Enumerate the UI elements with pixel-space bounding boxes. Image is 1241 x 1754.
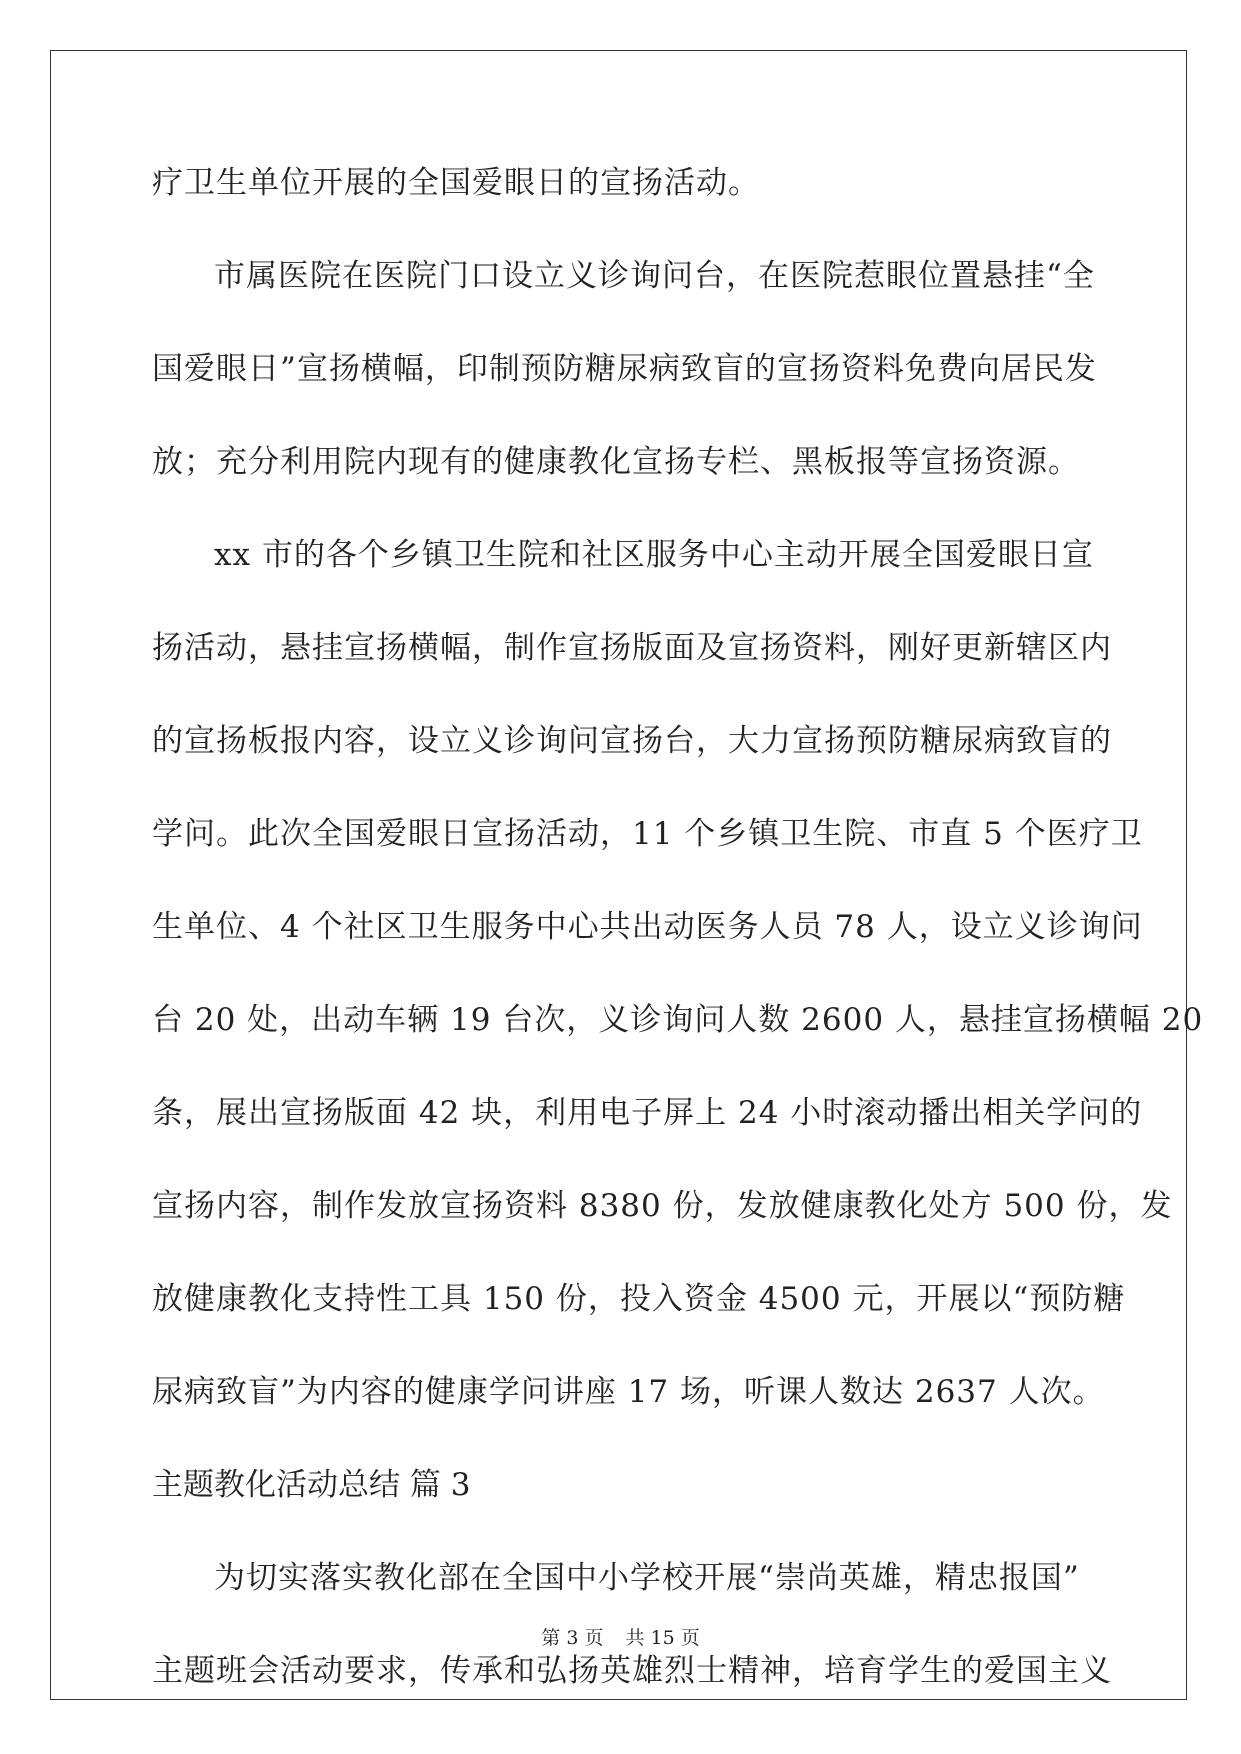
text-line: 条，展出宣扬版面 42 块，利用电子屏上 24 小时滚动播出相关学问的 xyxy=(152,1095,1143,1131)
text-line: 扬活动，悬挂宣扬横幅，制作宣扬版面及宣扬资料，刚好更新辖区内 xyxy=(152,630,1112,666)
text-line: 放健康教化支持性工具 150 份，投入资金 4500 元，开展以“预防糖 xyxy=(152,1281,1126,1317)
text-line: 尿病致盲”为内容的健康学问讲座 17 场，听课人数达 2637 人次。 xyxy=(152,1374,1105,1410)
page-total: 共 15 页 xyxy=(625,1627,700,1649)
text-line: xx 市的各个乡镇卫生院和社区服务中心主动开展全国爱眼日宣 xyxy=(214,537,1094,573)
text-line: 宣扬内容，制作发放宣扬资料 8380 份，发放健康教化处方 500 份，发 xyxy=(152,1188,1173,1224)
text-line: 为切实落实教化部在全国中小学校开展“崇尚英雄，精忠报国” xyxy=(214,1560,1080,1596)
text-line: 国爱眼日”宣扬横幅，印制预防糖尿病致盲的宣扬资料免费向居民发 xyxy=(152,351,1097,387)
section-heading: 主题教化活动总结 篇 3 xyxy=(152,1467,471,1503)
text-line: 学问。此次全国爱眼日宣扬活动，11 个乡镇卫生院、市直 5 个医疗卫 xyxy=(152,816,1143,852)
text-line: 市属医院在医院门口设立义诊询问台，在医院惹眼位置悬挂“全 xyxy=(214,258,1095,294)
text-line: 放；充分利用院内现有的健康教化宣扬专栏、黑板报等宣扬资源。 xyxy=(152,444,1080,480)
text-line: 主题班会活动要求，传承和弘扬英雄烈士精神，培育学生的爱国主义 xyxy=(152,1653,1112,1689)
text-line: 生单位、4 个社区卫生服务中心共出动医务人员 78 人，设立义诊询问 xyxy=(152,909,1143,945)
page-number: 第 3 页 xyxy=(541,1627,604,1649)
text-line: 的宣扬板报内容，设立义诊询问宣扬台，大力宣扬预防糖尿病致盲的 xyxy=(152,723,1112,759)
text-line: 疗卫生单位开展的全国爱眼日的宣扬活动。 xyxy=(152,165,760,201)
page-footer xyxy=(0,1623,1241,1650)
text-line: 台 20 处，出动车辆 19 台次，义诊询问人数 2600 人，悬挂宣扬横幅 20 xyxy=(152,1002,1204,1038)
document-body xyxy=(152,150,1204,1731)
